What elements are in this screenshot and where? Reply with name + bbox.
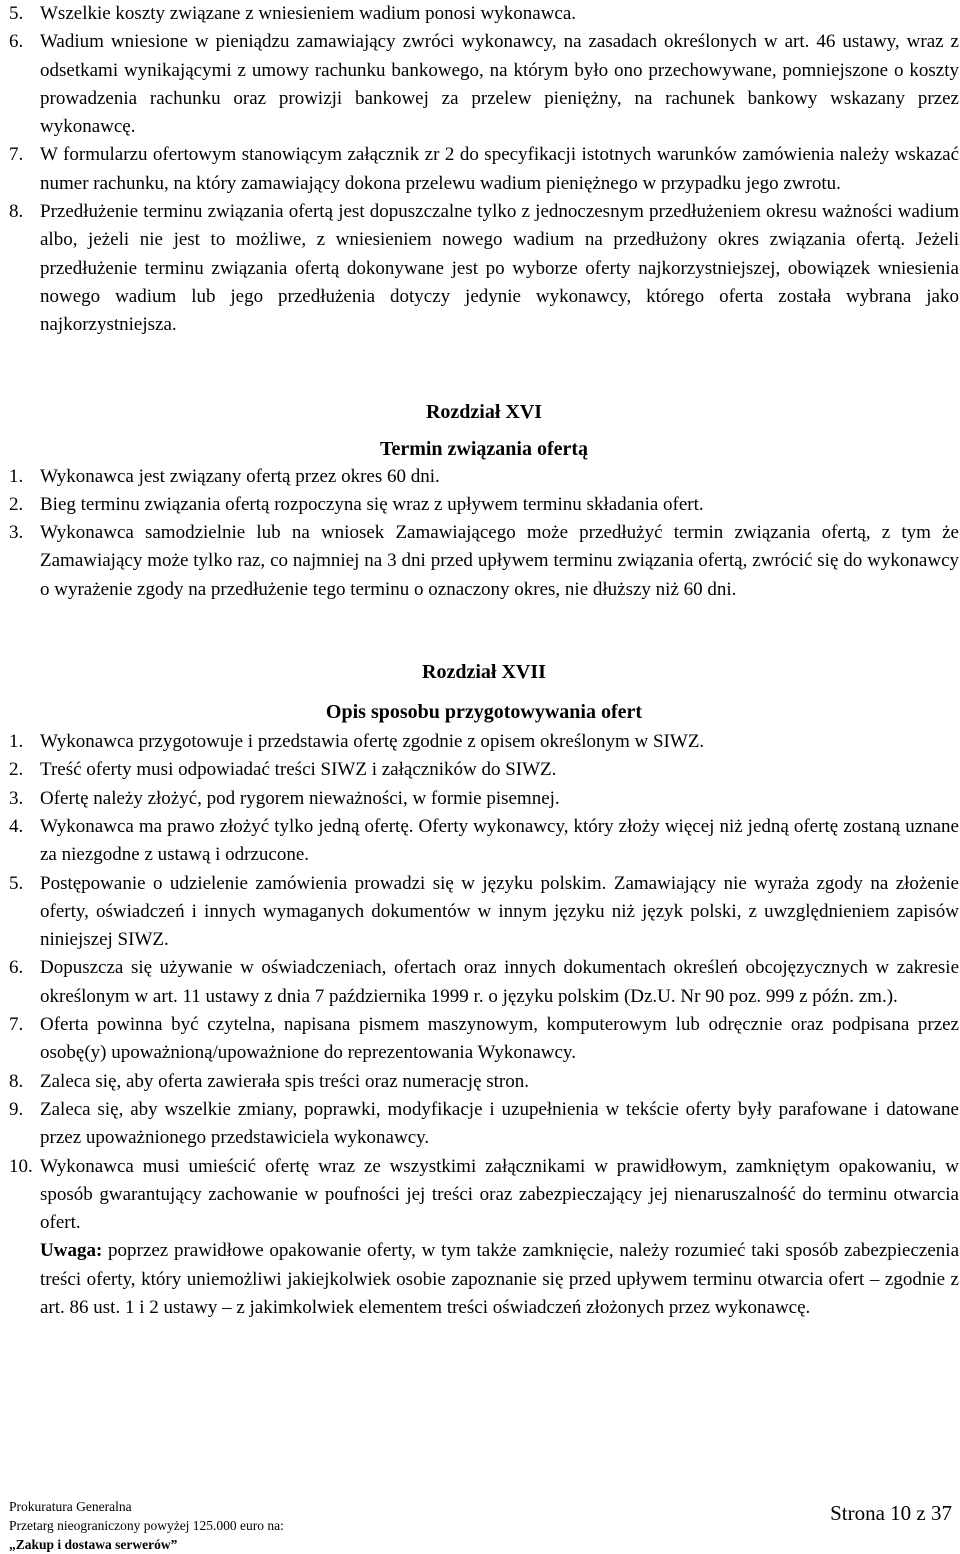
item-number: 6.	[9, 957, 24, 979]
list-item	[9, 463, 959, 491]
list-item	[9, 519, 959, 604]
list-item	[9, 1068, 959, 1096]
item-number: 8.	[9, 1070, 24, 1092]
item-text: Bieg terminu związania ofertą rozpoczyna się wraz z upływem terminu składania ofert.	[40, 493, 704, 515]
list-item	[9, 756, 959, 784]
item-text: Wykonawca jest związany ofertą przez okres 60 dni.	[40, 465, 440, 487]
item-text: Wykonawca samodzielnie lub na wniosek Zamawiającego może przedłużyć termin związania ofertą, z tym że Zamawiający może tylko raz, co najmniej na 3 dni przed upływem terminu związania ofertą, zwrócić się do wykonawcy o wyrażenie zgody na przedłużenie tego terminu o oznaczony okres, nie dłuższy niż 60 dni.	[40, 522, 959, 600]
list-item	[9, 813, 959, 870]
item-number: 2.	[9, 493, 24, 515]
footer-info	[9, 1497, 284, 1554]
item-number: 10.	[9, 1155, 33, 1177]
footer-institution: Prokuratura Generalna	[9, 1499, 132, 1514]
list-item	[9, 28, 959, 141]
chapter-16-title: Termin związania ofertą	[379, 437, 589, 460]
chapter-16-list	[9, 463, 959, 604]
item-number: 2.	[9, 759, 24, 781]
list-item	[9, 1153, 959, 1238]
item-text: Wykonawca musi umieścić ofertę wraz ze wszystkimi załącznikami w prawidłowym, zamkniętym opakowaniu, w sposób gwarantujący zachowanie w poufności jej treści oraz zabezpieczający jej nienaruszalność do terminu otwarcia ofert.	[40, 1155, 959, 1234]
chapter-17-title: Opis sposobu przygotowywania ofert	[325, 701, 643, 724]
footer-subject: „Zakup i dostawa serwerów”	[9, 1537, 178, 1552]
list-item	[9, 870, 959, 955]
document-page	[9, 0, 959, 1322]
item-number: 5.	[9, 872, 24, 894]
chapter-17-heading: Rozdział XVII	[422, 661, 546, 684]
item-text: Dopuszcza się używanie w oświadczeniach, ofertach oraz innych dokumentach określeń obcojęzycznych w zakresie określonym w art. 11 ustawy z dnia 7 października 1999 r. o języku polskim (Dz.U. Nr 90 poz. 999 z późn. zm.).	[40, 957, 959, 1007]
item-text: Oferta powinna być czytelna, napisana pismem maszynowym, komputerowym lub odręcznie oraz podpisana przez osobę(y) upoważnioną/upoważnione do reprezentowania Wykonawcy.	[40, 1014, 959, 1064]
chapter-16-heading: Rozdział XVI	[425, 400, 543, 423]
list-item	[9, 785, 959, 813]
chapter-17-list	[9, 728, 959, 1237]
item-number: 4.	[9, 815, 24, 837]
item-text: Postępowanie o udzielenie zamówienia prowadzi się w języku polskim. Zamawiający nie wyraża zgody na złożenie oferty, oświadczeń i innych wymaganych dokumentów w innym języku niż język polski, z uwzględnieniem zapisów niniejszej SIWZ.	[40, 872, 959, 951]
page-number: Strona 10 z 37	[830, 1501, 952, 1525]
note-label: Uwaga:	[40, 1240, 103, 1262]
item-text: Zaleca się, aby wszelkie zmiany, poprawki, modyfikacje i uzupełnienia w tekście oferty były parafowane i datowane przez upoważnionego przedstawiciela wykonawcy.	[40, 1098, 959, 1149]
footer-procedure: Przetarg nieograniczony powyżej 125.000 euro na:	[9, 1518, 284, 1533]
list-item	[9, 1096, 959, 1153]
item-text: Ofertę należy złożyć, pod rygorem nieważności, w formie pisemnej.	[40, 787, 560, 809]
item-number: 3.	[9, 787, 24, 809]
list-item	[9, 0, 959, 28]
item-number: 5.	[9, 3, 24, 24]
list-item	[9, 198, 959, 339]
item-number: 8.	[9, 201, 24, 223]
item-number: 7.	[9, 1014, 24, 1036]
item-text: Wadium wniesione w pieniądzu zamawiający zwróci wykonawcy, na zasadach określonych w art. 46 ustawy, wraz z odsetkami wynikającymi z umowy rachunku bankowego, na którym było ono przechowywane, pomniejszone o koszty prowadzenia rachunku oraz prowizji bankowej za przelew pieniężny, na rachunek bankowy wskazany przez wykonawcę.	[40, 31, 959, 138]
item-number: 1.	[9, 731, 24, 753]
item-text: Treść oferty musi odpowiadać treści SIWZ i załączników do SIWZ.	[40, 759, 557, 781]
item-number: 1.	[9, 465, 24, 487]
note-paragraph	[9, 1237, 959, 1322]
list-item	[9, 1011, 959, 1068]
item-text: Przedłużenie terminu związania ofertą jest dopuszczalne tylko z jednoczesnym przedłużeniem okresu ważności wadium albo, jeżeli nie jest to możliwe, z wniesieniem nowego wadium na przedłużony okres związania ofertą. Jeżeli przedłużenie terminu związania ofertą dokonywane jest po wyborze oferty najkorzystniejszej, obowiązek wniesienia nowego wadium lub jego przedłużenia dotyczy jedynie wykonawcy, którego oferta została wybrana jako najkorzystniejsza.	[40, 201, 959, 336]
list-item	[9, 141, 959, 198]
item-number: 3.	[9, 522, 24, 544]
item-text: Zaleca się, aby oferta zawierała spis treści oraz numerację stron.	[40, 1070, 529, 1092]
list-item	[9, 728, 959, 756]
item-number: 6.	[9, 31, 24, 53]
list-item	[9, 491, 959, 519]
top-list	[9, 0, 959, 340]
item-text: W formularzu ofertowym stanowiącym załącznik zr 2 do specyfikacji istotnych warunków zamówienia należy wskazać numer rachunku, na który zamawiający dokona przelewu wadium pieniężnego w przypadku jego zwrotu.	[40, 144, 959, 194]
item-text: Wszelkie koszty związane z wniesieniem wadium ponosi wykonawca.	[40, 3, 577, 24]
item-number: 7.	[9, 144, 24, 166]
item-text: Wykonawca ma prawo złożyć tylko jedną ofertę. Oferty wykonawcy, który złoży więcej niż jedną ofertę zostaną uznane za niezgodne z ustawą i odrzucone.	[40, 815, 959, 866]
list-item	[9, 954, 959, 1011]
item-text: Wykonawca przygotowuje i przedstawia ofertę zgodnie z opisem określonym w SIWZ.	[40, 731, 705, 753]
item-number: 9.	[9, 1098, 24, 1120]
note-text: poprzez prawidłowe opakowanie oferty, w tym także zamknięcie, należy rozumieć taki sposób zabezpieczenia treści oferty, który uniemożliwi jakiejkolwiek osobie zapoznanie się przed upływem terminu otwarcia ofert – zgodnie z art. 86 ust. 1 i 2 ustawy – z jakimkolwiek elementem treści oświadczeń złożonych przez wykonawcę.	[40, 1240, 959, 1318]
